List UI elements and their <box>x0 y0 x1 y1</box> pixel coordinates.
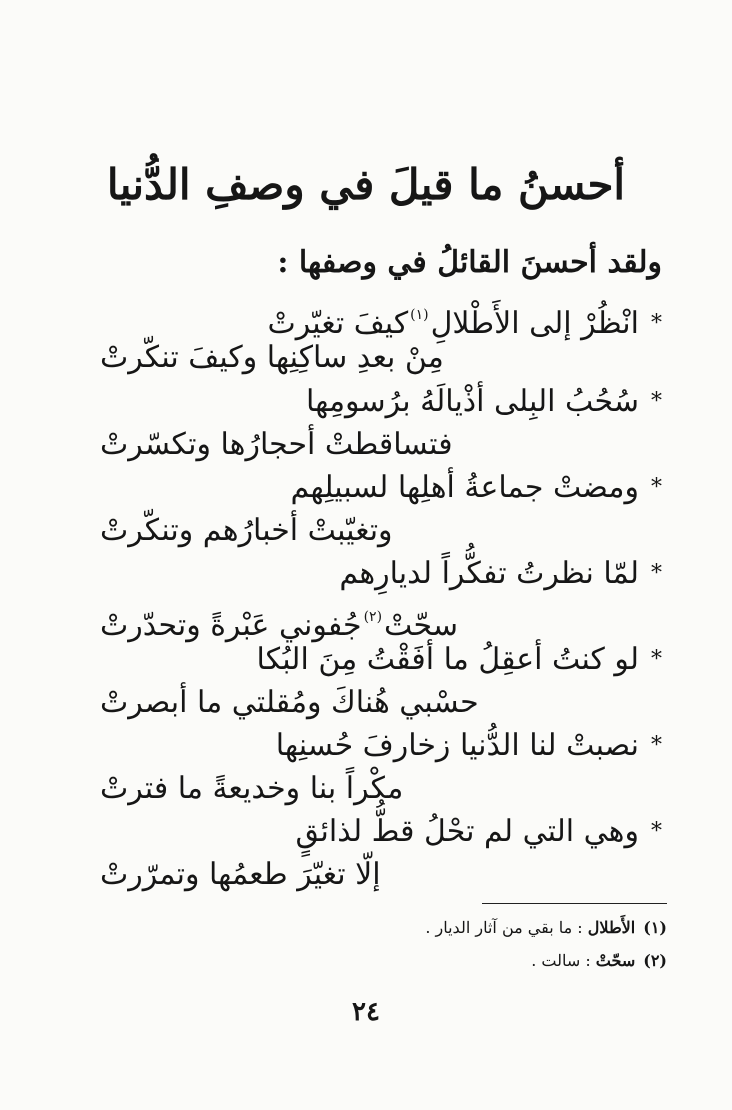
verse-text: جُفوني عَبْرةً وتحدّرتْ <box>100 608 362 643</box>
footnote-divider <box>482 903 667 904</box>
footnote-term: سحّتْ <box>595 951 636 970</box>
verse-bullet: * <box>651 389 662 414</box>
verse-text: انْظُرْ إلى الأَطْلالِ <box>430 306 639 341</box>
verse-1-second-hemistich: مِنْ بعدِ ساكِنِها وكيفَ تنكّرتْ <box>100 340 444 375</box>
page-title: أحسنُ ما قيلَ في وصفِ الدُّنيا <box>106 160 626 209</box>
verse-6-second-hemistich: مكْراً بنا وخديعةً ما فترتْ <box>100 771 404 806</box>
verse-text: وهي التي لم تحْلُ قطُّ لذائقٍ <box>295 814 639 849</box>
verse-5-second-hemistich: حسْبي هُناكَ ومُقلتي ما أبصرتْ <box>100 685 479 720</box>
footnote-number: (٢) <box>643 951 667 970</box>
verse-bullet: * <box>651 475 662 500</box>
verse-text: نصبتْ لنا الدُّنيا زخارفَ حُسنِها <box>275 728 639 763</box>
footnote-text: : سالت . <box>531 951 591 970</box>
page-number: ٢٤ <box>352 997 380 1027</box>
verse-text: سُحُبُ البِلى أذْيالَهُ برُسومِها <box>305 384 639 419</box>
footnote-ref-1: (١) <box>410 307 429 323</box>
footnote-1 <box>425 915 667 941</box>
footnote-ref-2: (٢) <box>363 609 383 625</box>
verse-bullet: * <box>651 311 662 336</box>
verse-text: لمّا نظرتُ تفكُّراً لديارِهم <box>339 556 639 591</box>
verse-text: لو كنتُ أعقِلُ ما أفَقْتُ مِنَ البُكا <box>256 642 639 677</box>
verse-text: سحّتْ <box>384 608 458 643</box>
intro-line: ولقد أحسنَ القائلُ في وصفها : <box>277 245 662 280</box>
verse-bullet: * <box>651 733 662 758</box>
footnote-text: : ما بقي من آثار الديار . <box>425 918 583 937</box>
footnote-2 <box>531 948 667 974</box>
verse-bullet: * <box>651 561 662 586</box>
verse-text: ومضتْ جماعةُ أهلِها لسبيلِهم <box>290 470 639 505</box>
footnote-term: الأَطلال <box>587 918 636 937</box>
verse-bullet: * <box>651 647 662 672</box>
verse-3-second-hemistich: وتغيّبتْ أخبارُهم وتنكّرتْ <box>100 513 393 548</box>
verse-text: كيفَ تغيّرتْ <box>267 306 409 341</box>
footnote-number: (١) <box>643 918 667 937</box>
verse-7-second-hemistich: إلّا تغيّرَ طعمُها وتمرّرتْ <box>100 857 381 892</box>
verse-2-second-hemistich: فتساقطتْ أحجارُها وتكسّرتْ <box>100 427 453 462</box>
verse-bullet: * <box>651 819 662 844</box>
